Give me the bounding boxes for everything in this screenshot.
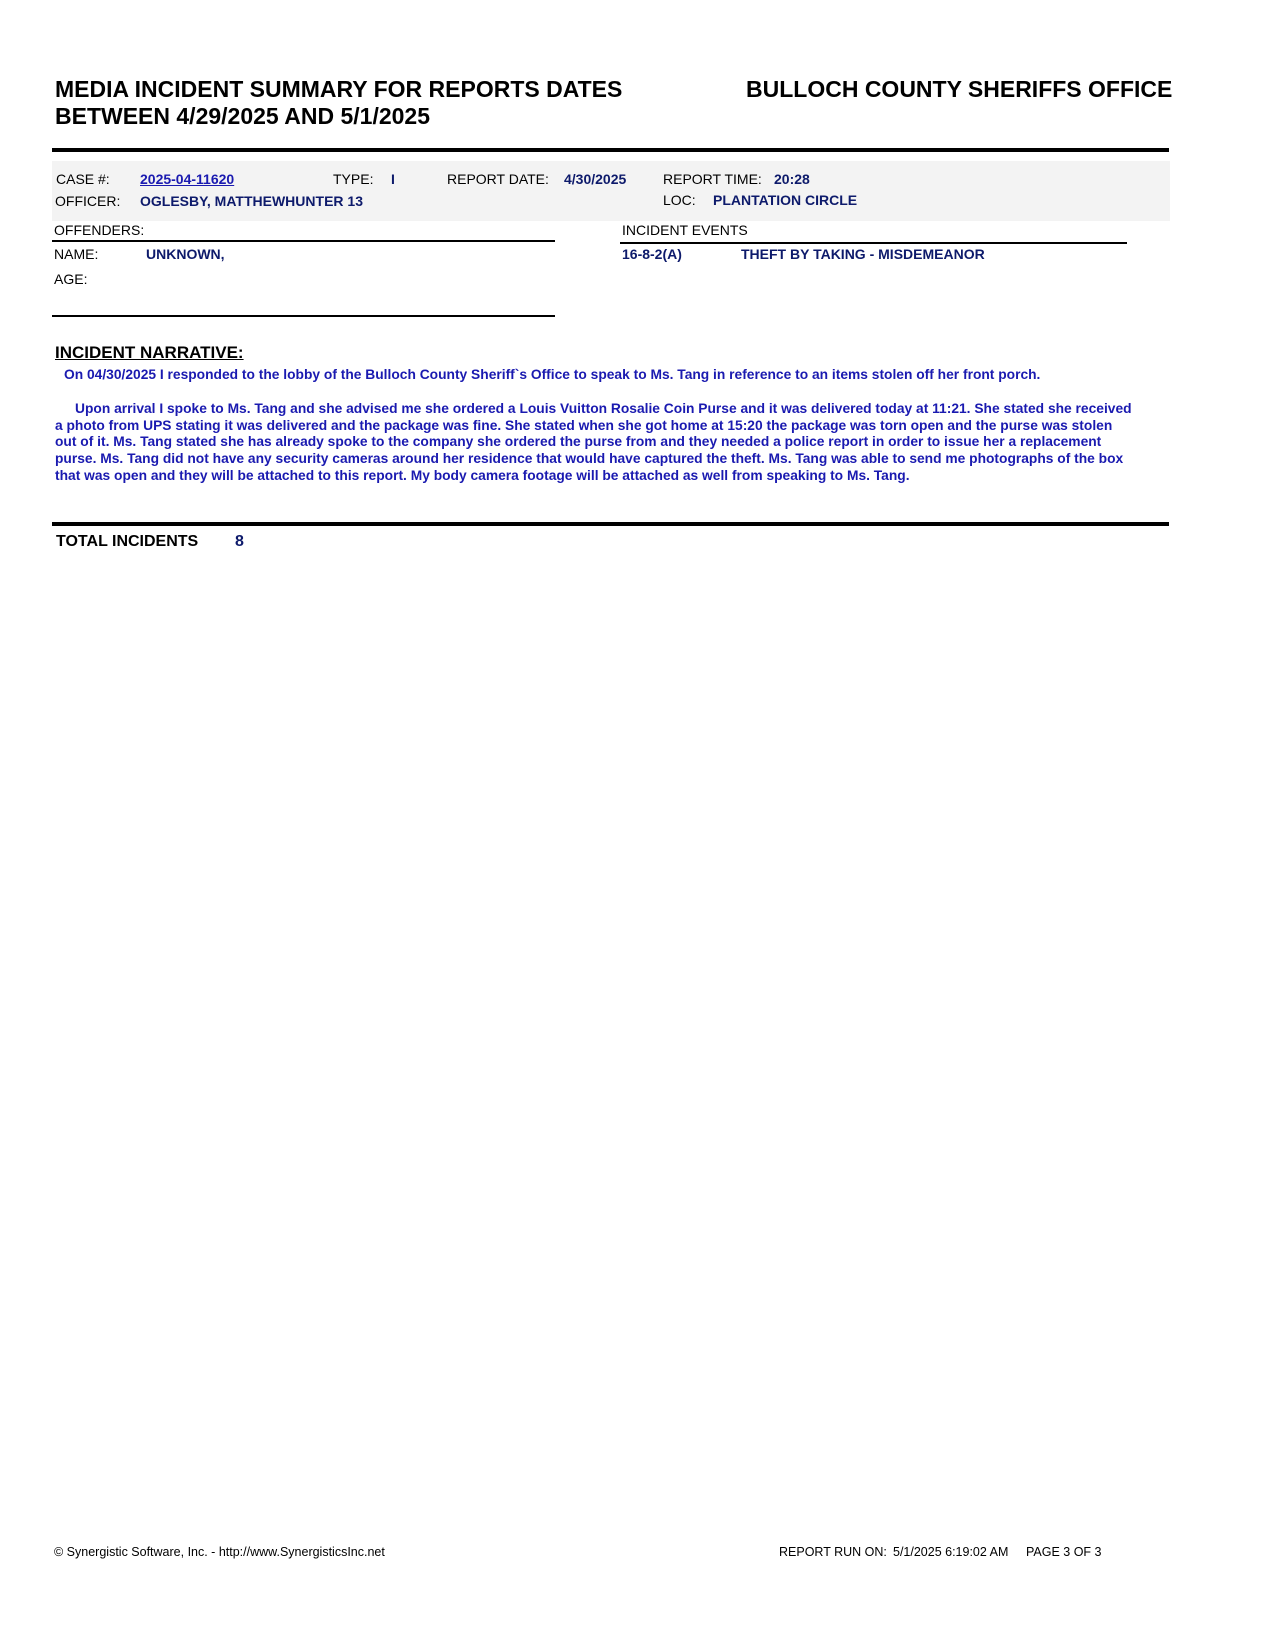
report-title-line2: BETWEEN 4/29/2025 AND 5/1/2025 [55, 103, 430, 129]
footer-run-value: 5/1/2025 6:19:02 AM [893, 1545, 1009, 1559]
narrative-paragraph-1: On 04/30/2025 I responded to the lobby of the Bulloch County Sheriff`s Office to speak to Ms. Tang in reference to an items stolen off her front porch. [64, 367, 1041, 382]
footer-copyright: © Synergistic Software, Inc. - http://www.SynergisticsInc.net [54, 1545, 385, 1559]
officer-label: OFFICER: [55, 193, 121, 209]
footer-page-number: PAGE 3 OF 3 [1026, 1545, 1102, 1559]
report-date-value: 4/30/2025 [564, 171, 627, 187]
case-info-band [52, 161, 1170, 221]
offender-age-label: AGE: [54, 271, 88, 287]
location-label: LOC: [663, 192, 696, 208]
total-incidents-value: 8 [235, 533, 244, 550]
narrative-bottom-divider [52, 522, 1169, 526]
footer-run-label: REPORT RUN ON: [779, 1545, 887, 1559]
narrative-paragraph-2: Upon arrival I spoke to Ms. Tang and she advised me she ordered a Louis Vuitton Rosalie Coin Purse and it was delivered today at 11:21. She stated she received a photo from UPS stating it was delivered and the package was fine. She stated when she got home at 15:20 the package was torn open and the purse was stolen out of it. Ms. Tang stated she has already spoke to the company she ordered the purse from and they needed a police report in order to issue her a replacement purse. Ms. Tang did not have any security cameras around her residence that would have captured the theft. Ms. Tang was able to send me photographs of the box that was open and they will be attached to this report. My body camera footage will be attached as well from speaking to Ms. Tang. [55, 400, 1132, 483]
report-time-label: REPORT TIME: [663, 171, 762, 187]
offender-name-label: NAME: [54, 246, 99, 262]
case-number-label: CASE #: [56, 171, 110, 187]
type-label: TYPE: [333, 171, 374, 187]
incident-events-underline [620, 242, 1127, 244]
narrative-body [55, 367, 1135, 485]
event-description: THEFT BY TAKING - MISDEMEANOR [741, 246, 985, 262]
incident-events-heading: INCIDENT EVENTS [622, 222, 748, 238]
offenders-heading: OFFENDERS: [54, 222, 145, 238]
offender-name-value: UNKNOWN, [146, 246, 225, 262]
header-divider [52, 148, 1169, 152]
location-value: PLANTATION CIRCLE [713, 192, 858, 208]
report-title-line1: MEDIA INCIDENT SUMMARY FOR REPORTS DATES [55, 76, 623, 102]
total-incidents-label: TOTAL INCIDENTS [56, 533, 199, 550]
event-code: 16-8-2(A) [622, 246, 682, 262]
narrative-heading: INCIDENT NARRATIVE: [55, 343, 244, 362]
report-time-value: 20:28 [774, 171, 810, 187]
agency-name: BULLOCH COUNTY SHERIFFS OFFICE [746, 76, 1173, 102]
report-date-label: REPORT DATE: [447, 171, 549, 187]
offenders-underline [52, 240, 555, 242]
case-number-link[interactable]: 2025-04-11620 [140, 171, 235, 187]
officer-value: OGLESBY, MATTHEWHUNTER 13 [140, 193, 363, 209]
offenders-bottom-rule [52, 315, 555, 317]
type-value: I [391, 171, 395, 187]
report-title [55, 76, 622, 130]
